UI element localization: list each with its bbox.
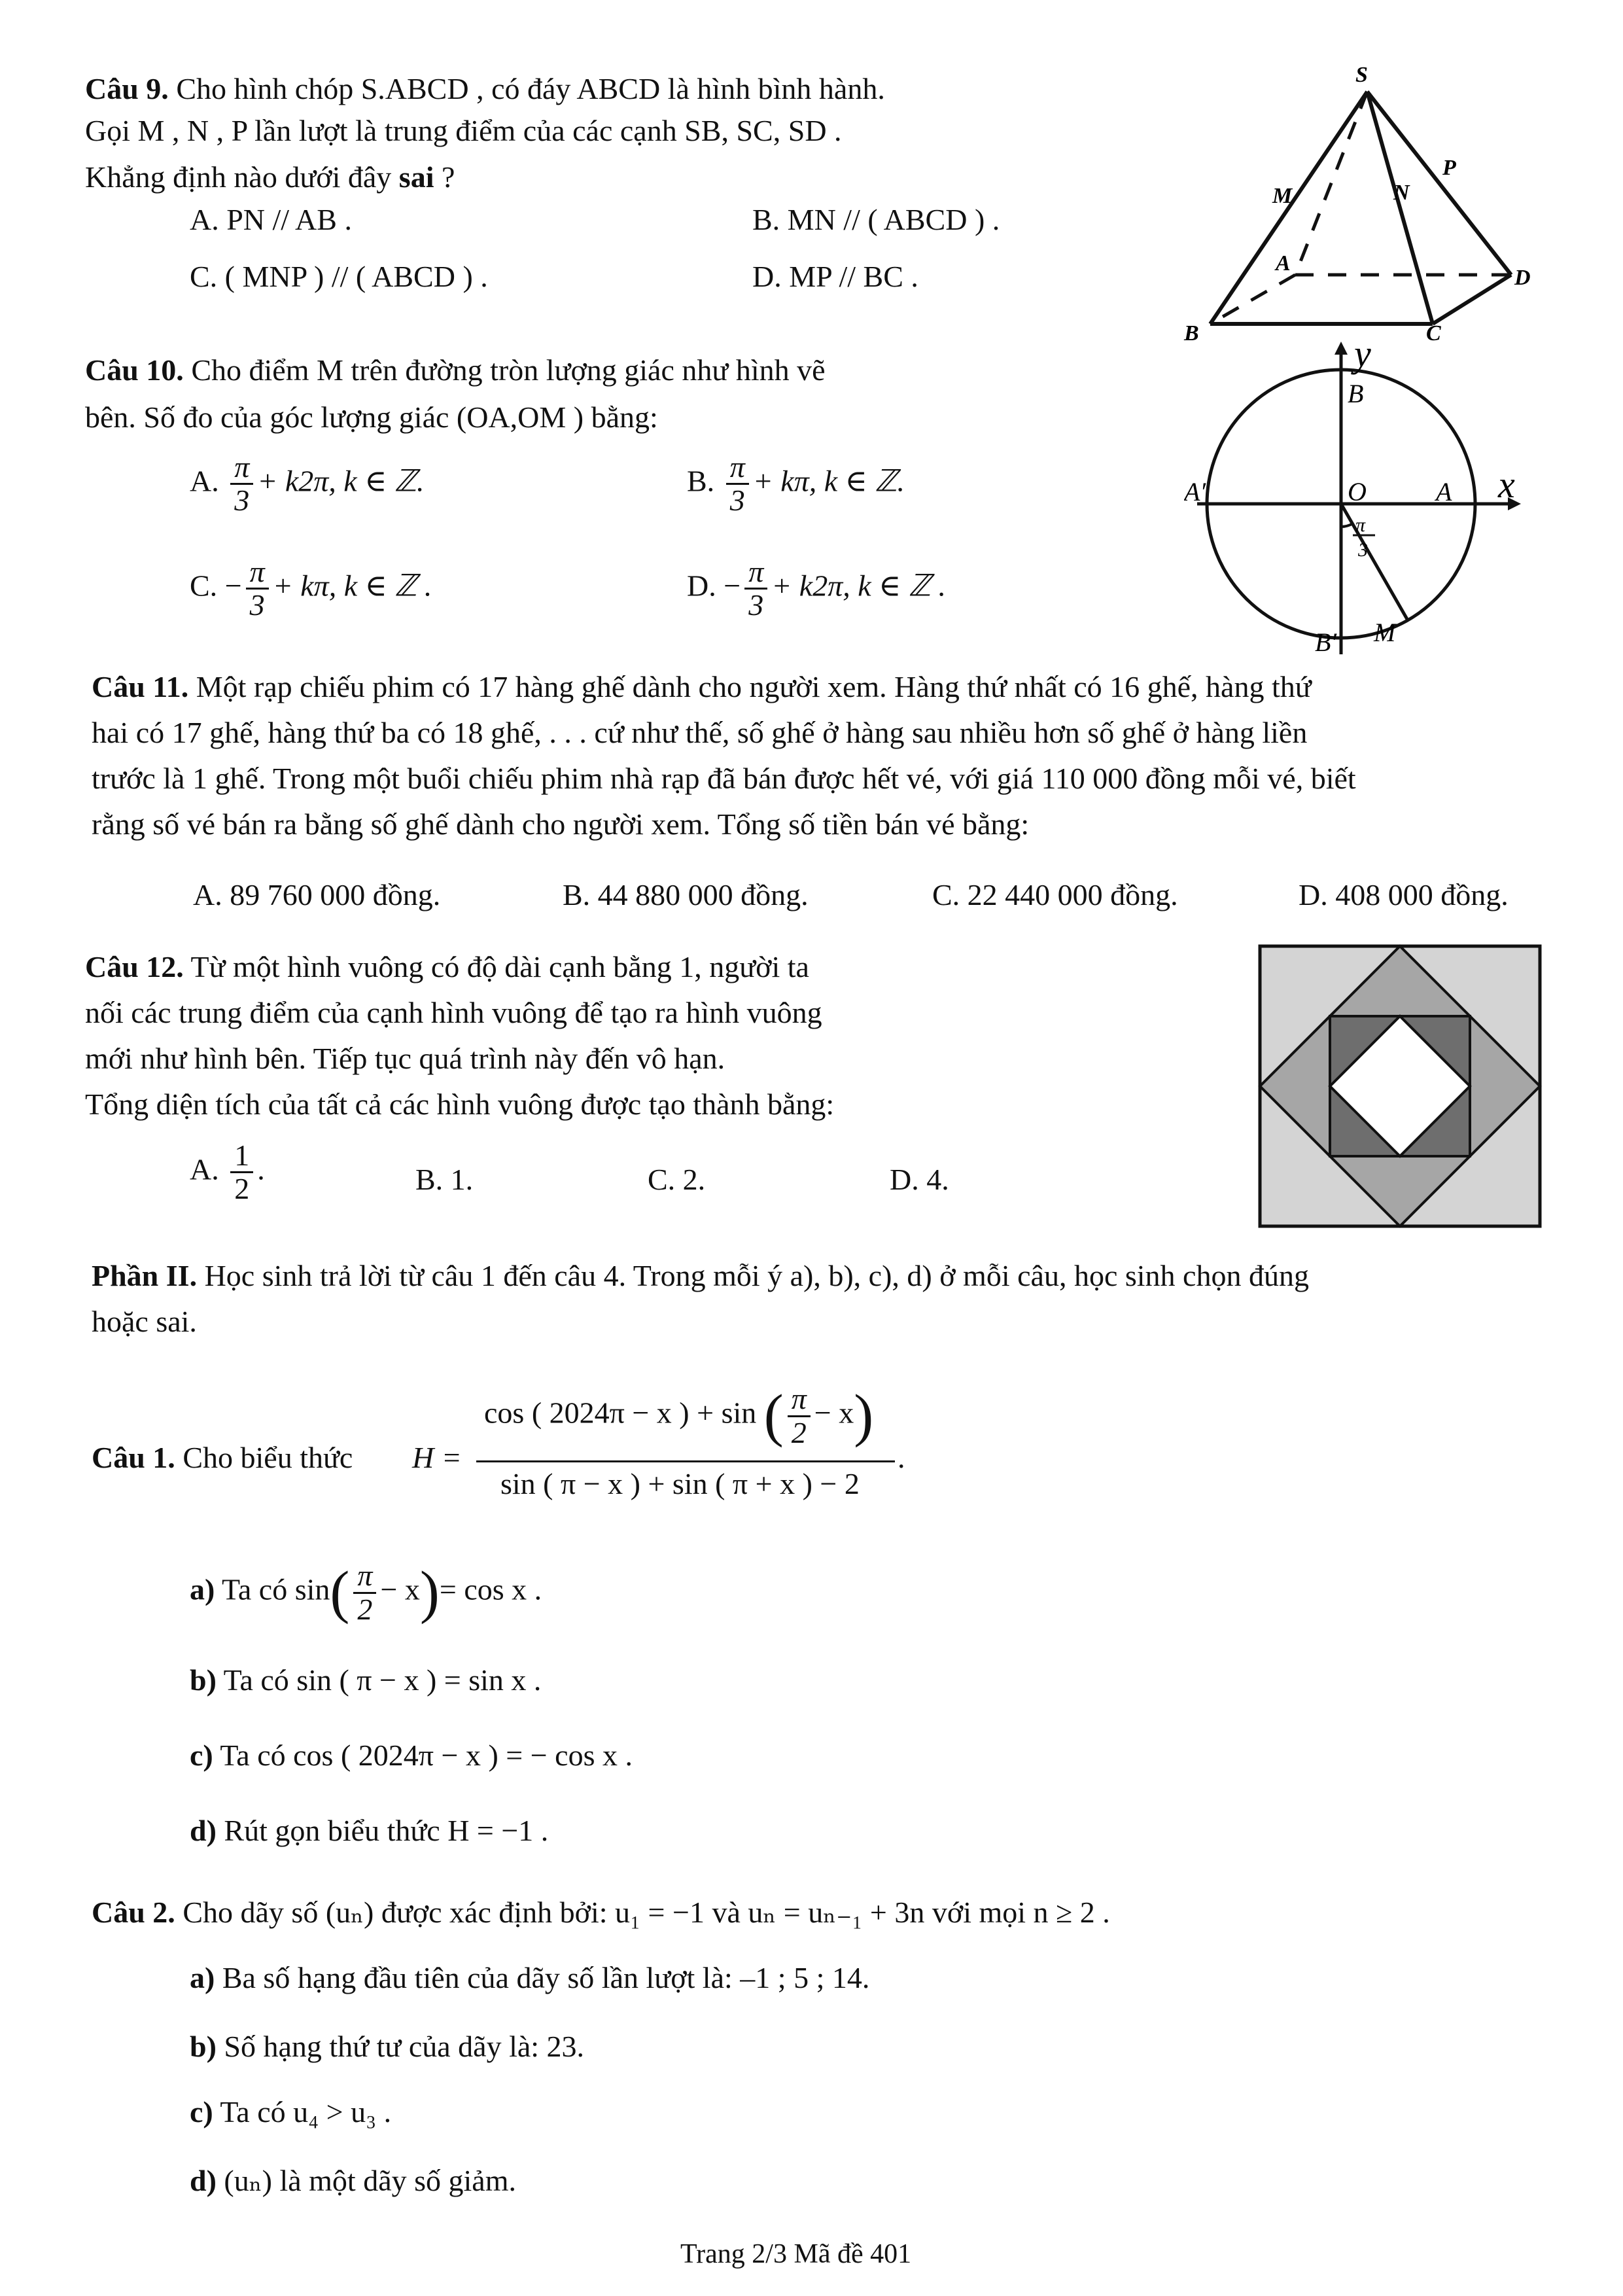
c1-item-d <box>190 1812 548 1848</box>
c1-b-text: Ta có sin ( π − x ) = sin x . <box>223 1663 542 1697</box>
frac-num: 1 <box>230 1140 253 1173</box>
unit-circle-figure <box>1184 340 1537 661</box>
q9-option-d: D. MP // BC . <box>752 260 918 293</box>
q9-text-3a: Khẳng định nào dưới đây <box>85 160 399 194</box>
q9-option-a: A. PN // AB . <box>190 203 352 236</box>
q12-option-a-fraction <box>230 1140 253 1205</box>
q9-option-b: B. MN // ( ABCD ) . <box>752 203 1000 236</box>
nested-squares-figure <box>1256 942 1544 1230</box>
paren-open: ( <box>330 1560 350 1625</box>
q12-option-c: C. 2. <box>648 1163 706 1196</box>
q11-heading: Câu 11. <box>92 670 189 703</box>
q12-option-b: B. 1. <box>415 1163 474 1196</box>
frac-den: 3 <box>249 588 265 622</box>
c2-line <box>92 1894 1110 1930</box>
q11-line1 <box>92 669 1312 705</box>
label-B-top: B <box>1348 379 1364 408</box>
label-M: M <box>1272 184 1293 208</box>
label-pi: π <box>1355 514 1366 536</box>
c1-dot: . <box>898 1441 905 1474</box>
edge-CD <box>1433 275 1511 324</box>
q12-heading: Câu 12. <box>85 950 184 983</box>
frac-den: 2 <box>357 1592 373 1626</box>
c2-item-a <box>190 1960 869 1996</box>
label-three: 3 <box>1358 539 1368 561</box>
q10-option-c-label: C. <box>190 569 218 603</box>
q10-option-a-label: A. <box>190 464 219 498</box>
frac-den: 3 <box>748 588 764 622</box>
c2-b-label: b) <box>190 2030 217 2063</box>
q10-option-b-rest: + kπ, k ∈ ℤ. <box>752 464 905 498</box>
q11-text-3: trước là 1 ghế. Trong một buổi chiếu phim nhà rạp đã bán được hết vé, với giá 110 000 đồng mỗi vé, biết <box>92 762 1356 795</box>
label-B-prime: B′ <box>1315 627 1337 657</box>
c1-H: H = <box>412 1441 462 1474</box>
paren-close: ) <box>419 1560 440 1625</box>
frac-den: 3 <box>729 484 745 518</box>
q9-option-c: C. ( MNP ) // ( ABCD ) . <box>190 260 488 293</box>
q10-option-a-fraction <box>230 451 253 517</box>
q11-option-b: B. 44 880 000 đồng. <box>563 878 809 911</box>
frac-num: π <box>246 556 269 590</box>
c2-a-text: Ba số hạng đầu tiên của dãy số lần lượt là: –1 ; 5 ; 14. <box>222 1961 870 1994</box>
c1-denominator: sin ( π − x ) + sin ( π + x ) − 2 <box>500 1467 860 1500</box>
q12-option-a-label: A. <box>190 1152 219 1186</box>
c1-numerator <box>484 1381 873 1451</box>
c1-item-a <box>190 1557 542 1628</box>
c2-d-label: d) <box>190 2164 217 2197</box>
label-C: C <box>1426 321 1441 345</box>
label-x: x <box>1498 463 1515 506</box>
q10-option-b-label: B. <box>687 464 715 498</box>
c1-c-label: c) <box>190 1739 213 1772</box>
q12-text-1: Từ một hình vuông có độ dài cạnh bằng 1, người ta <box>190 950 809 983</box>
q9-text-3c: ? <box>434 160 455 194</box>
c2-d-text: (uₙ) là một dãy số giảm. <box>224 2164 516 2197</box>
label-D: D <box>1514 266 1531 290</box>
part2-text-1: Học sinh trả lời từ câu 1 đến câu 4. Trong mỗi ý a), b), c), d) ở mỗi câu, học sinh chọn đúng <box>204 1259 1309 1292</box>
c1-fraction-bar <box>476 1460 895 1462</box>
label-A-prime: A′ <box>1184 477 1206 506</box>
frac-den: 2 <box>234 1172 250 1206</box>
q10-heading: Câu 10. <box>85 353 184 387</box>
q11-option-a: A. 89 760 000 đồng. <box>193 878 441 911</box>
q11-text-1: Một rạp chiếu phim có 17 hàng ghế dành cho người xem. Hàng thứ nhất có 16 ghế, hàng thứ <box>196 670 1312 703</box>
c2-c-label: c) <box>190 2095 213 2128</box>
q10-option-c-fraction <box>246 556 269 622</box>
frac-num: π <box>230 451 253 485</box>
q10-option-d-sign: − <box>724 569 741 603</box>
q10-line1 <box>85 352 826 388</box>
pyramid-figure <box>1171 62 1537 350</box>
part2-text-2: hoặc sai. <box>92 1305 197 1338</box>
frac-den: 3 <box>234 484 250 518</box>
q10-option-d <box>687 556 946 622</box>
label-A: A <box>1436 477 1452 506</box>
q12-text-3: mới như hình bên. Tiếp tục quá trình này đến vô hạn. <box>85 1042 725 1075</box>
q12-option-a <box>190 1140 265 1205</box>
q10-option-b <box>687 451 905 517</box>
frac-num: π <box>788 1383 811 1417</box>
q12-option-a-rest: . <box>257 1152 265 1186</box>
c2-item-b <box>190 2028 584 2064</box>
q12-line1 <box>85 949 809 985</box>
c2-item-d <box>190 2163 516 2199</box>
q9-text-2: Gọi M , N , P lần lượt là trung điểm của các cạnh SB, SC, SD . <box>85 114 842 147</box>
q11-option-c: C. 22 440 000 đồng. <box>932 878 1178 911</box>
c1-b-label: b) <box>190 1663 217 1697</box>
c1-a-rhs: = cos x . <box>439 1572 542 1606</box>
page-footer: Trang 2/3 Mã đề 401 <box>680 2239 912 2269</box>
q10-text-1: Cho điểm M trên đường tròn lượng giác như hình vẽ <box>191 353 826 387</box>
label-M: M <box>1374 618 1396 647</box>
label-O: O <box>1348 477 1367 506</box>
q12-text-4: Tổng diện tích của tất cả các hình vuông được tạo thành bằng: <box>85 1087 835 1121</box>
q10-option-a <box>190 451 425 517</box>
q9-heading: Câu 9. <box>85 72 169 105</box>
frac-den: 2 <box>791 1415 807 1449</box>
c1-intro-line <box>92 1439 353 1475</box>
paren-close: ) <box>854 1383 874 1448</box>
c2-a-label: a) <box>190 1961 215 1994</box>
frac-num: π <box>744 556 767 590</box>
c1-num-a: cos ( 2024π − x ) + sin <box>484 1396 757 1430</box>
c1-c-text: Ta có cos ( 2024π − x ) = − cos x . <box>220 1739 633 1772</box>
c1-a-pre: Ta có sin <box>222 1572 330 1606</box>
c1-num-fraction <box>788 1383 811 1449</box>
c1-item-b <box>190 1662 541 1698</box>
c1-d-text: Rút gọn biểu thức H = −1 . <box>224 1814 549 1847</box>
c2-c-text: Ta có u₄ > u₃ . <box>220 2095 392 2128</box>
radius-OM <box>1341 504 1408 620</box>
c2-text: Cho dãy số (uₙ) được xác định bởi: u₁ = −1 và uₙ = uₙ₋₁ + 3n với mọi n ≥ 2 . <box>183 1896 1110 1929</box>
c2-item-c <box>190 2094 391 2130</box>
part2-heading: Phần II. <box>92 1259 198 1292</box>
part2-line1 <box>92 1258 1309 1294</box>
label-P: P <box>1442 156 1456 180</box>
q10-option-d-fraction <box>744 556 767 622</box>
q10-option-c-rest: + kπ, k ∈ ℤ . <box>272 569 432 603</box>
c2-heading: Câu 2. <box>92 1896 175 1929</box>
q9-line3 <box>85 159 455 195</box>
paren-open: ( <box>763 1383 784 1448</box>
label-y: y <box>1354 340 1371 375</box>
q10-option-c <box>190 556 432 622</box>
edge-SD <box>1367 92 1511 275</box>
q9-text-3b: sai <box>398 160 434 194</box>
q9-text-1: Cho hình chóp S.ABCD , có đáy ABCD là hình bình hành. <box>176 72 885 105</box>
q11-text-2: hai có 17 ghế, hàng thứ ba có 18 ghế, . . . cứ như thế, số ghế ở hàng sau nhiều hơn số ghế ở hàng liền <box>92 716 1308 749</box>
q11-text-4: rằng số vé bán ra bằng số ghế dành cho người xem. Tổng số tiền bán vé bằng: <box>92 807 1030 841</box>
label-S: S <box>1355 63 1368 87</box>
q10-text-2: bên. Số đo của góc lượng giác (OA,OM ) bằng: <box>85 400 658 434</box>
angle-arc <box>1341 523 1353 527</box>
q10-option-d-label: D. <box>687 569 716 603</box>
edge-SC <box>1367 92 1433 324</box>
q10-option-c-sign: − <box>224 569 242 603</box>
frac-num: π <box>353 1560 376 1593</box>
q9-line1 <box>85 71 885 107</box>
c1-a-label: a) <box>190 1572 215 1606</box>
q10-option-a-rest: + k2π, k ∈ ℤ. <box>257 464 425 498</box>
c1-intro: Cho biểu thức <box>183 1441 353 1474</box>
label-B: B <box>1184 321 1199 345</box>
c1-a-fraction <box>353 1560 376 1625</box>
c1-a-post: − x <box>380 1572 420 1606</box>
label-N: N <box>1393 181 1410 205</box>
q10-option-d-rest: + k2π, k ∈ ℤ . <box>771 569 946 603</box>
c2-b-text: Số hạng thứ tư của dãy là: 23. <box>224 2030 585 2063</box>
y-axis-arrow <box>1335 342 1348 355</box>
q10-option-b-fraction <box>726 451 749 517</box>
q12-text-2: nối các trung điểm của cạnh hình vuông để tạo ra hình vuông <box>85 996 822 1029</box>
frac-num: π <box>726 451 749 485</box>
q11-option-d: D. 408 000 đồng. <box>1299 878 1509 911</box>
c1-heading: Câu 1. <box>92 1441 175 1474</box>
c1-d-label: d) <box>190 1814 217 1847</box>
c1-item-c <box>190 1737 633 1773</box>
c1-num-b: − x <box>814 1396 854 1430</box>
edge-AB <box>1210 275 1295 324</box>
q12-option-d: D. 4. <box>890 1163 949 1196</box>
label-A: A <box>1276 251 1291 275</box>
